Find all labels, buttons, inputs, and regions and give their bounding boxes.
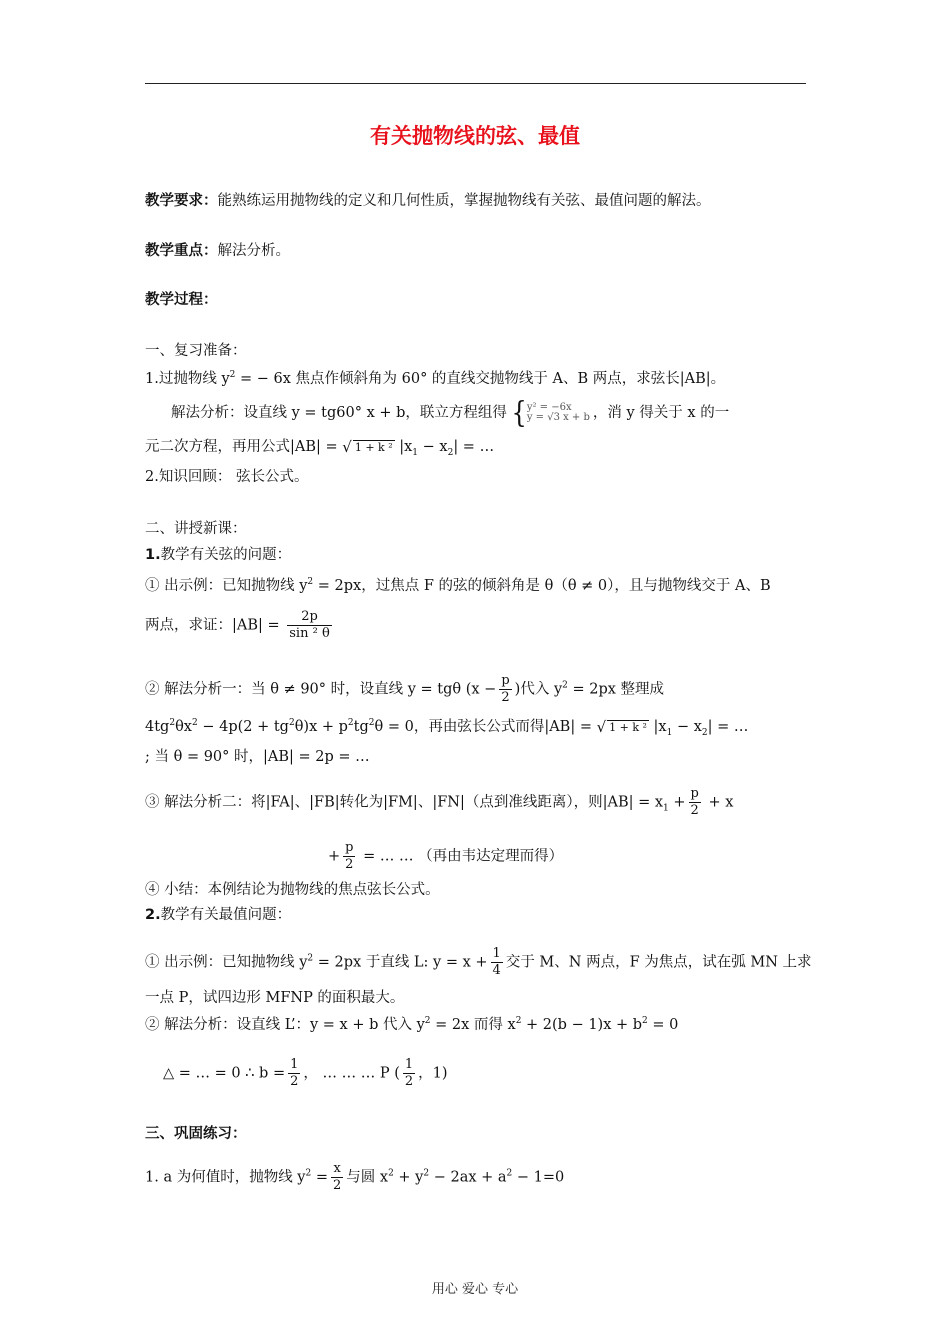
superscript: 2 [307,577,314,588]
requirement-label: 教学要求： [145,193,218,209]
fraction-denominator: 2 [404,1074,414,1089]
text-segment: 两点，求证：|AB| = [145,617,280,634]
text-segment: 1.过抛物线 y [145,371,230,387]
subscript: 2 [447,447,454,458]
requirement-line [145,191,711,211]
radicand: 1 + k ² [354,440,393,454]
text-segment: ，消 y 得关于 x 的一 [592,405,730,421]
fraction-denominator: 2 [333,1178,342,1193]
text-segment: 与圆 x [346,1169,389,1186]
fraction-p-over-2 [499,674,511,705]
superscript: 2 [307,953,314,964]
superscript: 2 [642,1016,648,1027]
extremum-result-line [163,1058,448,1089]
radicand: 1 + k ² [609,720,647,734]
radical-sign: √ [342,438,352,456]
text-segment: = [311,1169,328,1186]
extremum-solution-line [145,1015,678,1035]
superscript: 2 [562,680,568,691]
process-heading [145,290,218,310]
topic-1-heading [145,545,291,565]
fraction-x-over-2 [331,1162,343,1193]
superscript: 2 [192,718,198,729]
equation-system [527,403,590,423]
section-3-heading [145,1124,247,1144]
superscript: 2 [288,718,295,729]
subscript: 1 [412,447,419,458]
fraction-numerator: 2p [287,610,332,626]
text-segment: + [668,794,686,811]
superscript: 2 [368,718,375,729]
text-segment: = 2px 整理成 [567,681,665,698]
text-segment: ① 出示例：已知抛物线 y [145,578,308,594]
topic-2-heading [145,905,291,925]
section-3-label: 三、巩固练习： [145,1126,247,1142]
subscript: 1 [663,803,669,814]
extremum-example-line-2: 一点 P，试四边形 MFNP 的面积最大。 [145,990,405,1006]
topic-text: 教学有关最值问题： [160,907,292,923]
text-segment: = 2px，过焦点 F 的弦的倾斜角是 θ（θ ≠ 0），且与抛物线交于 A、B [313,578,771,594]
text-segment: ① 出示例：已知抛物线 y [145,954,308,971]
fraction-numerator: 1 [492,946,501,961]
text-segment: 1. a 为何值时，抛物线 y [145,1169,306,1186]
superscript: 2 [515,1016,522,1027]
text-segment: )代入 y [514,681,563,698]
text-segment: − 4p(2 + tg [197,719,289,735]
fraction-p-over-2 [343,841,355,872]
fraction-numerator: 1 [404,1057,414,1072]
topic-number: 1. [145,547,161,563]
text-segment: − x [418,439,448,455]
text-segment: 元二次方程，再用公式|AB| = [145,439,338,455]
review-question-1 [145,369,725,389]
text-segment: 4tg [145,719,170,735]
subscript: 2 [701,727,708,738]
text-segment: + x [703,794,734,811]
fraction-denominator: 2 [690,803,699,818]
chord-example-line [145,576,771,596]
text-segment: θx [175,719,192,735]
fraction-p-over-2 [689,787,701,818]
requirement-text: 能熟练运用抛物线的定义和几何性质，掌握抛物线有关弦、最值问题的解法。 [217,193,711,209]
fraction-numerator: 1 [290,1057,299,1072]
fraction-denominator: 2 [501,690,510,705]
text-segment: | = … [707,719,749,735]
brace-symbol: { [511,396,527,430]
topic-text: 教学有关弦的问题： [160,547,292,563]
section-2-heading: 二、讲授新课： [145,521,247,537]
superscript: 2 [423,1168,430,1179]
fraction-1-over-2 [403,1058,415,1089]
practice-question-1 [145,1162,564,1193]
chord-method-2-line-2 [328,841,563,872]
fraction-numerator: p [345,840,354,855]
key-point-label: 教学重点： [145,243,218,259]
text-segment: = − 6x 焦点作倾斜角为 60° 的直线交抛物线于 A、B 两点，求弦长|AB|。 [235,371,726,387]
extremum-example-line [145,947,812,978]
text-segment: 解法分析：设直线 y = tg60° x + b，联立方程组得 [171,405,507,421]
page-footer: 用心 爱心 专心 [431,1282,519,1297]
chord-equation-line-2: ; 当 θ = 90° 时，|AB| = 2p = … [145,749,370,765]
text-segment: ，1) [418,1065,448,1082]
review-solution-line [171,396,730,430]
text-segment: + 2(b − 1)x + b [521,1017,643,1033]
text-segment: ② 解法分析：设直线 L’：y = x + b 代入 y [145,1017,425,1033]
fraction-1-over-4 [491,947,503,978]
chord-method-2-line [145,787,733,818]
chord-summary: ④ 小结：本例结论为抛物线的焦点弦长公式。 [145,882,440,898]
topic-number: 2. [145,907,161,923]
text-segment: 交于 M、N 两点，F 为焦点，试在弧 MN 上求 [505,954,812,971]
text-segment: tg [353,719,369,735]
section-1-heading: 一、复习准备： [145,343,247,359]
text-segment: − 2ax + a [429,1169,507,1186]
subscript: 1 [666,727,673,738]
text-segment: ， … … … P ( [303,1065,400,1082]
text-segment: = 0 [647,1017,679,1033]
text-segment: ③ 解法分析二：将|FA|、|FB|转化为|FM|、|FN|（点到准线距离），则|AB| = x [145,794,664,811]
text-segment: + y [393,1169,424,1186]
text-segment: θ)x + p [294,719,348,735]
radical-sign: √ [596,718,607,736]
fraction-denominator: 2 [345,857,354,872]
process-label: 教学过程： [145,292,218,308]
system-line-1: y² = −6x [526,402,572,413]
fraction-denominator: sin ² θ [289,626,330,641]
superscript: 2 [305,1168,312,1179]
superscript: 2 [229,370,236,381]
superscript: 2 [388,1168,394,1179]
chord-example-line-2 [145,610,335,641]
text-segment: θ = 0，再由弦长公式而得|AB| = [374,719,592,735]
review-question-2: 2.知识回顾： 弦长公式。 [145,469,309,485]
superscript: 2 [424,1016,431,1027]
key-point-text: 解法分析。 [217,243,290,259]
text-segment: | = … [453,439,495,455]
fraction-numerator: p [501,673,510,688]
fraction-numerator: p [690,786,699,801]
text-segment: = … … （再由韦达定理而得） [358,848,564,865]
page-title: 有关抛物线的弦、最值 [370,124,580,148]
fraction-1-over-2 [288,1058,300,1089]
fraction-2p-over-sin2theta [287,610,332,641]
superscript: 2 [347,718,354,729]
key-point-line [145,241,290,261]
text-segment: = 2px 于直线 L: y = x + [313,954,488,971]
fraction-denominator: 2 [290,1074,299,1089]
text-segment: − 1=0 [512,1169,565,1186]
chord-equation-line [145,717,748,737]
review-solution-line-2 [145,437,494,457]
text-segment: |x [399,439,413,455]
fraction-denominator: 4 [492,963,501,978]
fraction-numerator: x [331,1162,343,1178]
system-line-2: y = √3 x + b [526,412,590,423]
superscript: 2 [506,1168,513,1179]
text-segment: |x [653,719,667,735]
text-segment: ② 解法分析一：当 θ ≠ 90° 时，设直线 y = tgθ (x − [145,681,497,698]
superscript: 2 [169,718,176,729]
header-rule [145,83,806,84]
chord-method-1-line [145,674,664,705]
text-segment: − x [672,719,702,735]
text-segment: + [328,848,341,865]
text-segment: △ = … = 0 ∴ b = [163,1065,286,1082]
text-segment: = 2x 而得 x [430,1017,516,1033]
